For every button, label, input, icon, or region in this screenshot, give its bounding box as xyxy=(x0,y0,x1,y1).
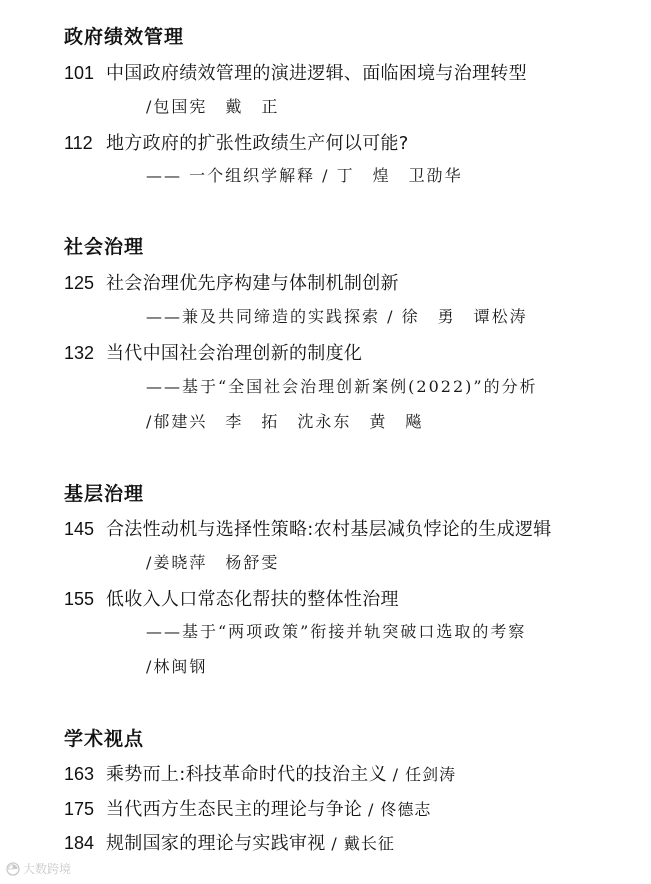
toc-entry[interactable] xyxy=(64,515,552,541)
section-title: 政府绩效管理 xyxy=(64,26,185,48)
section-title: 社会治理 xyxy=(64,236,145,258)
toc-entry[interactable] xyxy=(64,760,456,786)
entry-title: 当代西方生态民主的理论与争论 xyxy=(106,799,363,820)
section-title: 基层治理 xyxy=(64,483,145,505)
entry-author: /包国宪 戴 正 xyxy=(146,97,280,116)
entry-subtitle-author: —— 一个组织学解释 / 丁 煌 卫劭华 xyxy=(146,166,463,185)
entry-title: 当代中国社会治理创新的制度化 xyxy=(106,343,363,364)
page-number: 184 xyxy=(64,833,95,853)
toc-entry[interactable] xyxy=(64,795,431,821)
entry-author: /林闽钢 xyxy=(146,657,208,676)
entry-subtitle: ——基于“全国社会治理创新案例(2022)”的分析 xyxy=(146,377,538,396)
page-number: 132 xyxy=(64,343,95,363)
watermark-text: 大数跨境 xyxy=(23,862,72,876)
entry-author: / 任剑涛 xyxy=(392,765,457,784)
entry-title: 规制国家的理论与实践审视 xyxy=(106,833,326,854)
entry-title: 地方政府的扩张性政绩生产何以可能? xyxy=(106,133,409,154)
toc-entry[interactable] xyxy=(64,829,395,855)
page-number: 101 xyxy=(64,63,95,83)
toc-entry[interactable] xyxy=(64,585,399,611)
toc-entry[interactable] xyxy=(64,59,527,85)
entry-author: / 佟德志 xyxy=(367,800,432,819)
watermark xyxy=(6,860,71,877)
section-title: 学术视点 xyxy=(64,728,145,750)
page-number: 163 xyxy=(64,764,95,784)
page-number: 112 xyxy=(64,133,93,153)
toc-entry[interactable] xyxy=(64,339,362,365)
entry-author: / 戴长征 xyxy=(331,834,395,853)
entry-title: 中国政府绩效管理的演进逻辑、面临困境与治理转型 xyxy=(106,63,527,84)
page-number: 175 xyxy=(64,799,95,819)
page-number: 125 xyxy=(64,273,95,293)
entry-title: 合法性动机与选择性策略:农村基层减负悖论的生成逻辑 xyxy=(106,519,552,540)
pinwheel-logo-icon xyxy=(6,862,20,876)
entry-title: 社会治理优先序构建与体制机制创新 xyxy=(106,273,399,294)
entry-author: /姜晓萍 杨舒雯 xyxy=(146,553,280,572)
entry-author: /郁建兴 李 拓 沈永东 黄 飚 xyxy=(146,412,424,431)
page-number: 145 xyxy=(64,519,95,539)
toc-entry[interactable] xyxy=(64,129,409,155)
entry-subtitle: ——基于“两项政策”衔接并轨突破口选取的考察 xyxy=(146,622,527,641)
entry-subtitle-author: ——兼及共同缔造的实践探索 / 徐 勇 谭松涛 xyxy=(146,307,528,326)
entry-title: 低收入人口常态化帮扶的整体性治理 xyxy=(106,589,399,610)
page-number: 155 xyxy=(64,589,95,609)
toc-entry[interactable] xyxy=(64,269,399,295)
entry-title: 乘势而上:科技革命时代的技治主义 xyxy=(106,764,387,785)
